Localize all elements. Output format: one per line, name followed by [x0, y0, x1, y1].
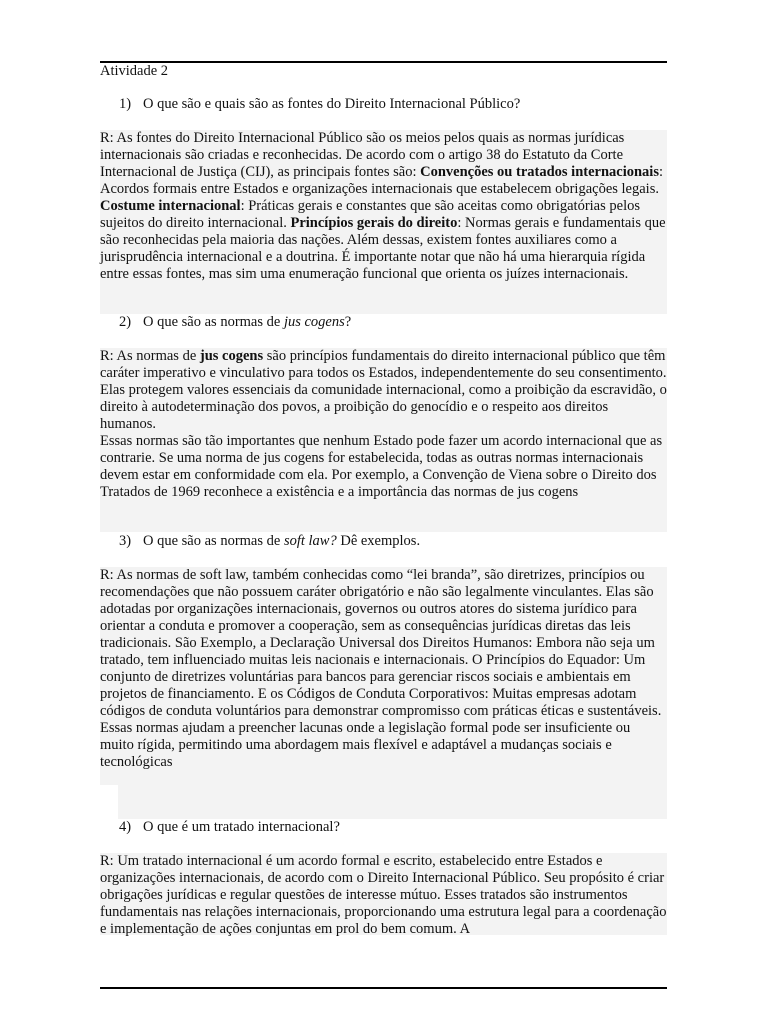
- question-emphasis: soft law?: [283, 533, 337, 549]
- question-3: [119, 533, 420, 550]
- shaded-padding: [118, 785, 667, 819]
- top-rule: [100, 61, 667, 63]
- answer-text: são princípios fundamentais do direito internacional público que têm caráter imperativo e vinculativo para todos os Estados, independentemente do seu consentimento. Elas protegem valores essenciais da comunidade internacional, como a proibição da escravidão, o direito à autodeterminação dos povos, a proibição do genocídio e o respeito aos direitos humanos.: [100, 348, 667, 432]
- question-text: O que são as normas de: [143, 533, 284, 549]
- question-emphasis: jus cogens: [283, 314, 345, 330]
- answer-paragraph: [100, 130, 667, 283]
- question-4: [119, 819, 340, 836]
- question-text: O que são as normas de: [143, 314, 284, 330]
- question-text: O que é um tratado internacional?: [143, 819, 340, 835]
- question-number: 4): [119, 819, 132, 835]
- answer-text: R: As fontes do Direito Internacional Público são os meios pelos quais as normas jurídicas internacionais são criadas e reconhecidas. De acordo com o artigo 38 do Estatuto da Corte Internacional de Justiça (CIJ), as principais fontes são:: [100, 130, 625, 180]
- answer-paragraph: R: Um tratado internacional é um acordo formal e escrito, estabelecido entre Estados e organizações internacionais, de acordo com o Direito Internacional Público. Seu propósito é criar obrigações jurídicas e regular questões de interesse mútuo. Esses tratados são instrumentos fundamentais nas relações internacionais, proporcionando uma estrutura legal para a coordenação e implementação de ações conjuntas em prol do bem comum. A: [100, 853, 667, 937]
- indent-gap: [100, 785, 118, 819]
- answer-paragraph: Essas normas ajudam a preencher lacunas onde a legislação formal pode ser insuficiente ou muito rígida, permitindo uma abordagem mais flexível e adaptável a mudanças sociais e tecnológicas: [100, 720, 631, 770]
- answer-text: : Acordos formais entre Estados e organizações internacionais que estabelecem obrigações legais.: [100, 164, 664, 197]
- bold-term: Convenções ou tratados internacionais: [420, 164, 659, 180]
- bottom-rule: [100, 987, 667, 989]
- question-number: 3): [119, 533, 132, 549]
- answer-text: : Práticas gerais e constantes que são aceitas como obrigatórias pelos sujeitos do direito internacional.: [100, 198, 640, 231]
- answer-paragraph: R: As normas de soft law, também conhecidas como “lei branda”, são diretrizes, princípios ou recomendações que não possuem caráter obrigatório e não são legalmente vinculantes. Elas são adotadas por organizações internacionais, governos ou outros atores do sistema jurídico para orientar a conduta e promover a cooperação, sem as consequências jurídicas diretas das leis tradicionais. São Exemplo, a Declaração Universal dos Direitos Humanos: Embora não seja um tratado, tem influenciado muitas leis nacionais e internacionais. O Princípios do Equador: Um conjunto de diretrizes voluntárias para bancos para gerenciar riscos sociais e ambientais em projetos de financiamento. E os Códigos de Conduta Corporativos: Muitas empresas adotam códigos de conduta voluntários para demonstrar compromisso com práticas éticas e sustentáveis.: [100, 567, 662, 719]
- answer-text: : Normas gerais e fundamentais que são reconhecidas pela maioria das nações. Além dessas, existem fontes auxiliares como a jurisprudência internacional e a doutrina. É importante notar que não há uma hierarquia rígida entre essas fontes, mas sim uma enumeração funcional que orienta os juízes internacionais.: [100, 215, 666, 282]
- question-text-end: ?: [344, 314, 352, 330]
- answer-paragraph: Essas normas são tão importantes que nenhum Estado pode fazer um acordo internacional que as contrarie. Se uma norma de jus cogens for estabelecida, todas as outras normas internacionais devem estar em conformidade com ela. Por exemplo, a Convenção de Viena sobre o Direito dos Tratados de 1969 reconhece a existência e a importância das normas de jus cogens: [100, 433, 663, 500]
- question-number: 2): [119, 314, 132, 330]
- bold-term: jus cogens: [199, 348, 264, 364]
- answer-text: R: As normas de: [100, 348, 200, 364]
- answer-4: [100, 853, 667, 935]
- answer-paragraph: [100, 348, 667, 433]
- page-title: Atividade 2: [100, 63, 169, 79]
- bold-term: Princípios gerais do direito: [290, 215, 458, 231]
- answer-1: [100, 130, 667, 314]
- question-number: 1): [119, 96, 132, 112]
- answer-3: [100, 567, 667, 819]
- question-1: [119, 96, 520, 113]
- question-text-end: Dê exemplos.: [336, 533, 421, 549]
- answer-2: [100, 348, 667, 532]
- bold-term: Costume internacional: [100, 198, 241, 214]
- question-text: O que são e quais são as fontes do Direito Internacional Público?: [143, 96, 521, 112]
- question-2: [119, 314, 351, 331]
